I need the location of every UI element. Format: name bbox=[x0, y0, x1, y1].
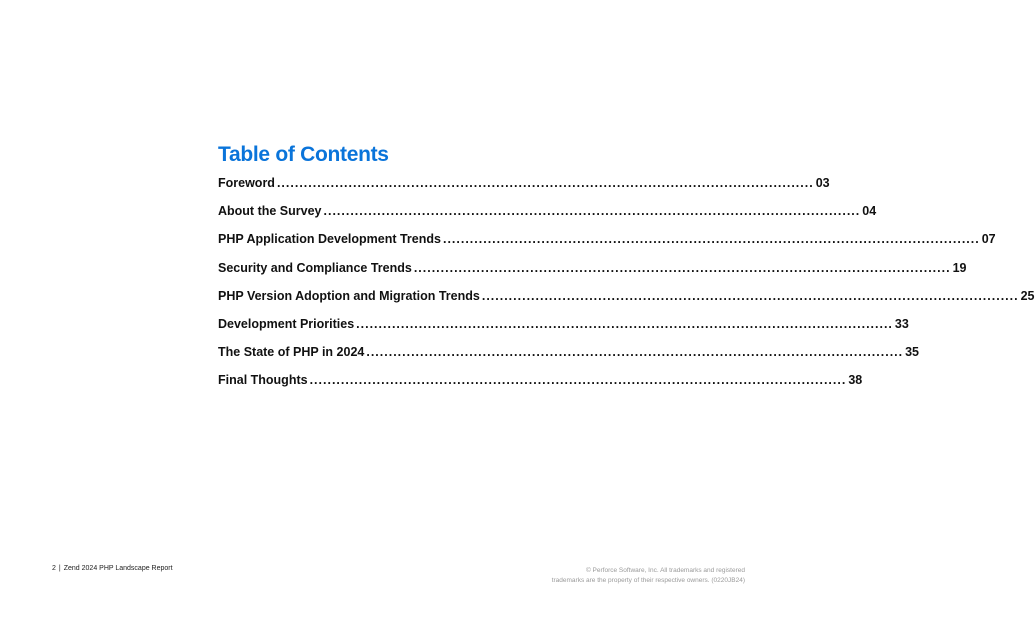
page-title: Table of Contents bbox=[218, 143, 389, 166]
dot-leader: ........................................................................................................................ bbox=[323, 204, 861, 219]
toc-entry-development-priorities[interactable] bbox=[218, 316, 909, 345]
toc-entry-page: 03 bbox=[815, 176, 830, 190]
footer-report-name: Zend 2024 PHP Landscape Report bbox=[63, 565, 173, 572]
toc-entry-php-application-development-trends[interactable] bbox=[218, 232, 996, 260]
toc-entry-foreword[interactable] bbox=[218, 176, 830, 204]
toc-entry-php-version-adoption[interactable] bbox=[218, 288, 1035, 317]
dot-leader: ........................................................................................................................ bbox=[276, 176, 814, 190]
footer-page-number: 2 bbox=[52, 565, 56, 572]
toc-entry-label: Foreword bbox=[218, 176, 275, 190]
toc-entry-page: 07 bbox=[981, 232, 996, 247]
copyright-line-2: trademarks are the property of their respective owners. (0220JB24) bbox=[551, 577, 745, 584]
toc-entry-page: 25 bbox=[1020, 288, 1035, 303]
toc-entry-about-the-survey[interactable] bbox=[218, 204, 877, 232]
dot-leader: ........................................................................................................................ bbox=[442, 232, 980, 247]
dot-leader: ........................................................................................................................ bbox=[309, 373, 847, 388]
toc-entry-label: About the Survey bbox=[218, 204, 322, 219]
dot-leader: ........................................................................................................................ bbox=[481, 288, 1019, 303]
footer-copyright bbox=[485, 566, 745, 586]
toc-entry-label: Final Thoughts bbox=[218, 373, 308, 388]
toc-entry-page: 19 bbox=[952, 260, 967, 275]
toc-list bbox=[218, 176, 1035, 402]
toc-entry-security-and-compliance-trends[interactable] bbox=[218, 260, 967, 289]
toc-entry-page: 33 bbox=[894, 316, 909, 331]
toc-entry-page: 38 bbox=[848, 373, 863, 388]
copyright-line-1: © Perforce Software, Inc. All trademarks and registered bbox=[585, 567, 745, 574]
toc-entry-label: PHP Version Adoption and Migration Trends bbox=[218, 288, 480, 303]
toc-entry-label: PHP Application Development Trends bbox=[218, 232, 441, 247]
dot-leader: ........................................................................................................................ bbox=[356, 316, 893, 331]
toc-entry-final-thoughts[interactable] bbox=[218, 373, 863, 401]
footer-page-label bbox=[52, 565, 173, 572]
toc-entry-page: 04 bbox=[862, 204, 877, 219]
footer-separator: | bbox=[58, 565, 61, 572]
toc-entry-label: Security and Compliance Trends bbox=[218, 260, 412, 275]
dot-leader: ........................................................................................................................ bbox=[366, 345, 904, 360]
toc-entry-label: Development Priorities bbox=[218, 316, 355, 331]
toc-entry-state-of-php-2024[interactable] bbox=[218, 345, 920, 373]
toc-entry-label: The State of PHP in 2024 bbox=[218, 345, 365, 360]
toc-entry-page: 35 bbox=[905, 345, 920, 360]
table-of-contents bbox=[218, 141, 1035, 402]
dot-leader: ........................................................................................................................ bbox=[413, 260, 951, 275]
